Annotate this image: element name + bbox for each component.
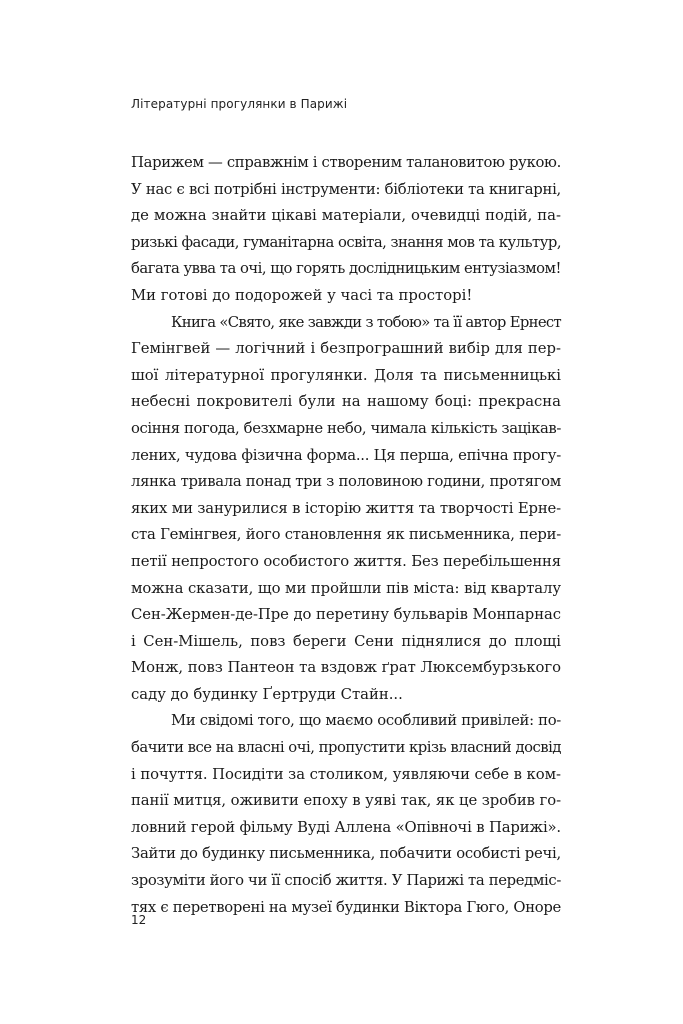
paragraph bbox=[131, 708, 561, 921]
text-line: і Сен-Мішель, повз береги Сени піднялися до площі bbox=[131, 632, 561, 650]
text-line: Гемінгвей — логічний і безпрограшний вибір для пер- bbox=[131, 340, 561, 358]
text-line: яких ми занурилися в історію життя та творчості Ерне- bbox=[131, 499, 561, 517]
text-line: де можна знайти цікаві матеріали, очевидці подій, па- bbox=[131, 207, 561, 225]
text-line: У нас є всі потрібні інструменти: бібліотеки та книгарні, bbox=[131, 180, 562, 198]
text-line: Ми готові до подорожей у часі та просторі! bbox=[131, 286, 473, 304]
text-line: шої літературної прогулянки. Доля та письменницькі bbox=[131, 366, 561, 384]
text-line: Монж, повз Пантеон та вздовж ґрат Люксембурзького bbox=[131, 659, 561, 677]
text-line: багата увва та очі, що горять дослідницьким ентузіазмом! bbox=[131, 260, 561, 278]
text-line: Парижем — справжнім і створеним талановитою рукою. bbox=[131, 154, 561, 171]
text-line: зрозуміти його чи її спосіб життя. У Парижі та передміс- bbox=[131, 872, 561, 890]
text-line: ризькі фасади, гуманітарна освіта, знання мов та культур, bbox=[131, 233, 561, 251]
body-text bbox=[131, 150, 561, 921]
text-line: ловний герой фільму Вуді Аллена «Опівночі в Парижі». bbox=[131, 818, 561, 836]
text-line: осіння погода, безхмарне небо, чимала кількість зацікав- bbox=[131, 419, 561, 437]
text-line: лянка тривала понад три з половиною години, протягом bbox=[131, 473, 561, 491]
text-line: Сен-Жермен-де-Пре до перетину бульварів Монпарнас bbox=[131, 606, 561, 624]
text-line: саду до будинку Ґертруди Стайн... bbox=[131, 685, 403, 703]
text-line: бачити все на власні очі, пропустити крізь власний досвід bbox=[131, 739, 561, 757]
text-line: Книга «Свято, яке завжди з тобою» та її автор Ернест bbox=[171, 313, 561, 331]
text-line: панії митця, оживити епоху в уяві так, як це зробив го- bbox=[131, 792, 561, 810]
text-line: і почуття. Посидіти за столиком, уявляючи себе в ком- bbox=[131, 765, 561, 783]
page-number: 12 bbox=[131, 913, 147, 927]
text-line: ста Гемінгвея, його становлення як письменника, пери- bbox=[131, 526, 561, 544]
text-line: Зайти до будинку письменника, побачити особисті речі, bbox=[131, 845, 561, 863]
text-line: небесні покровителі були на нашому боці: прекрасна bbox=[131, 393, 561, 411]
paragraph bbox=[131, 150, 561, 310]
text-line: лених, чудова фізична форма... Ця перша, епічна прогу- bbox=[131, 446, 561, 464]
text-line: петії непростого особистого життя. Без перебільшення bbox=[131, 552, 561, 570]
text-line: Ми свідомі того, що маємо особливий привілей: по- bbox=[171, 712, 561, 730]
running-head: Літературні прогулянки в Парижі bbox=[131, 97, 348, 111]
paragraph bbox=[131, 310, 561, 709]
text-line: можна сказати, що ми пройшли пів міста: від кварталу bbox=[131, 579, 561, 597]
text-line: тях є перетворені на музеї будинки Віктора Гюго, Оноре bbox=[131, 898, 561, 916]
